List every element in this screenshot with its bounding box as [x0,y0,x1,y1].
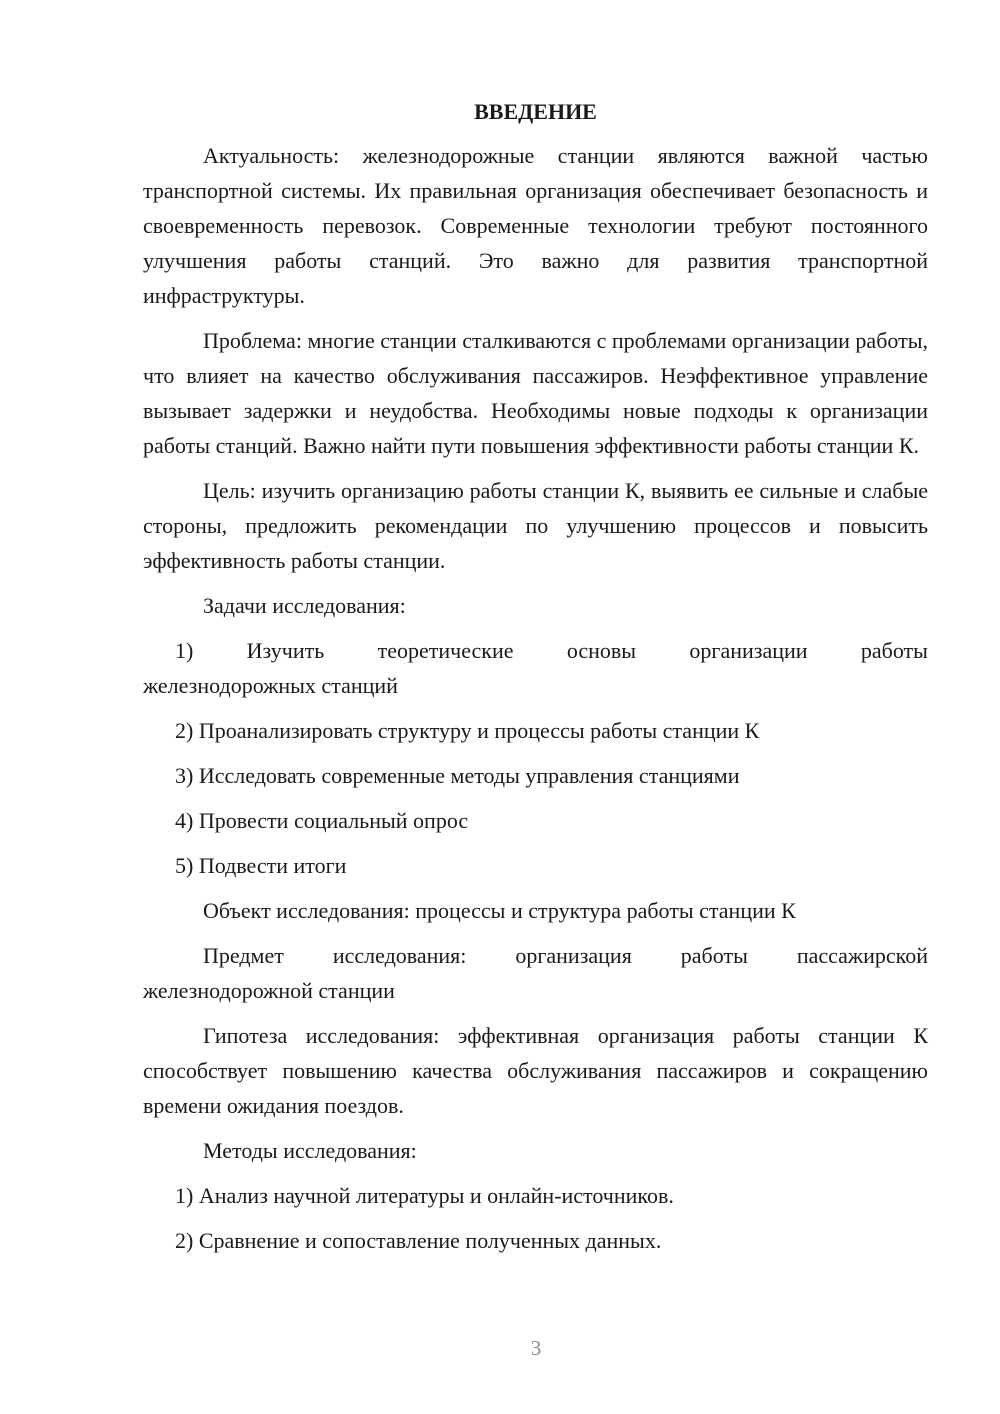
page-number: 3 [530,1336,542,1360]
object-paragraph: Объект исследования: процессы и структура работы станции К [203,898,796,923]
subject-word: организация [515,943,632,968]
method-item-1: 1) Анализ научной литературы и онлайн-источников. [175,1183,674,1208]
task-item-3: 3) Исследовать современные методы управления станциями [175,763,740,788]
subject-line1 [143,938,928,973]
goal-paragraph: Цель: изучить организацию работы станции К, выявить ее сильные и слабые стороны, предложить рекомендации по улучшению процессов и повысить эффективность работы станции. [143,478,928,573]
task-item-1-word: Изучить [246,638,325,663]
subject-word: Предмет [203,943,284,968]
problem-paragraph: Проблема: многие станции сталкиваются с проблемами организации работы, что влияет на качество обслуживания пассажиров. Неэффективное управление вызывает задержки и неудобства. Необходимы новые подходы к организации работы станций. Важно найти пути повышения эффективности работы станции К. [143,328,928,458]
task-item-4: 4) Провести социальный опрос [175,808,469,833]
methods-heading: Методы исследования: [203,1138,417,1163]
hypothesis-paragraph: Гипотеза исследования: эффективная организация работы станции К способствует повышению качества обслуживания пассажиров и сокращению времени ожидания поездов. [143,1023,928,1118]
relevance-paragraph: Актуальность: железнодорожные станции являются важной частью транспортной системы. Их правильная организация обеспечивает безопасность и своевременность перевозок. Современные технологии требуют постоянного улучшения работы станций. Это важно для развития транспортной инфраструктуры. [143,143,928,308]
task-item-2: 2) Проанализировать структуру и процессы работы станции К [175,718,760,743]
subject-paragraph [143,938,928,1008]
task-item-1-word: 1) [175,638,194,663]
tasks-heading: Задачи исследования: [203,593,406,618]
subject-line2: железнодорожной станции [143,978,395,1003]
method-item-2: 2) Сравнение и сопоставление полученных данных. [175,1228,662,1253]
task-item-1-word: работы [860,638,928,663]
task-item-1-word: основы [566,638,637,663]
section-title: ВВЕДЕНИЕ [474,99,597,124]
task-item-1-word: теоретические [377,638,514,663]
task-item-1-word: организации [689,638,808,663]
subject-word: работы [680,943,748,968]
subject-word: пассажирской [796,943,928,968]
task-item-1-line2: железнодорожных станций [143,673,398,698]
subject-word: исследования: [332,943,467,968]
task-item-5: 5) Подвести итоги [175,853,347,878]
task-item-1 [143,633,928,703]
task-item-1-line1 [143,633,928,668]
page-content [143,96,928,1268]
